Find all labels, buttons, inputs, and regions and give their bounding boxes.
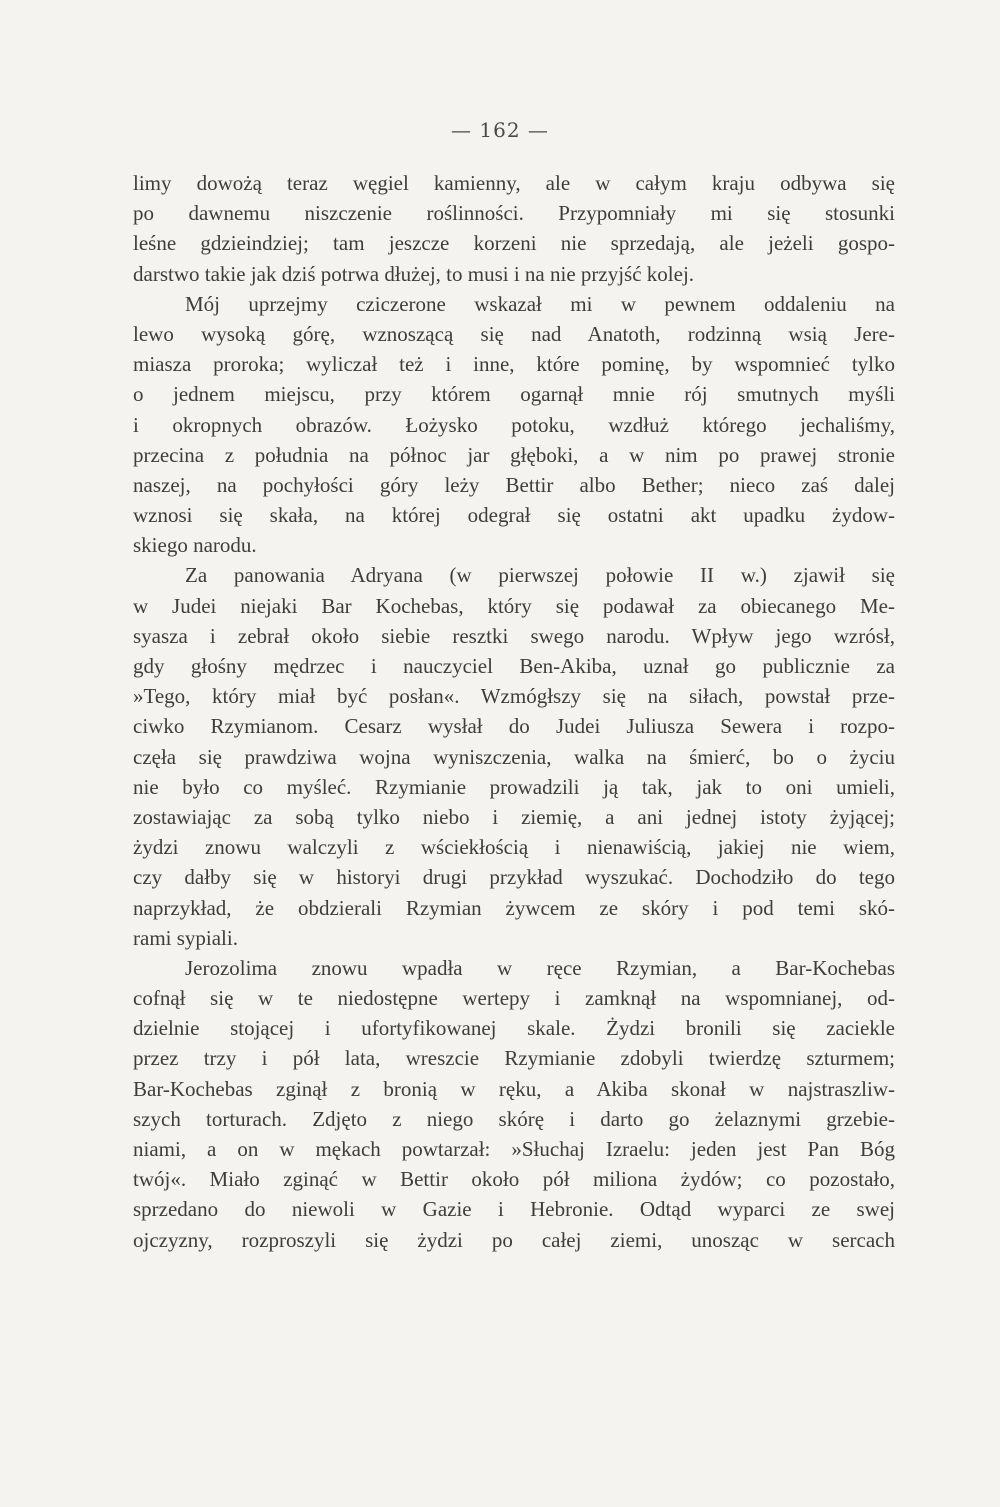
text-line: nie było co myśleć. Rzymianie prowadzili ją tak, jak to oni umieli, [133,774,895,799]
text-line: limy dowożą teraz węgiel kamienny, ale w całym kraju odbywa się [133,171,895,195]
text-line: ojczyzny, rozproszyli się żydzi po całej ziemi, unosząc w sercach [133,1227,895,1252]
text-line: w Judei niejaki Bar Kochebas, który się podawał za obiecanego Me- [133,593,895,618]
text-line: Za panowania Adryana (w pierwszej połowie II w.) zjawił się [185,563,895,588]
text-line: gdy głośny mędrzec i nauczyciel Ben-Akiba, uznał go publicznie za [133,654,895,678]
text-line: miasza proroka; wyliczał też i inne, które pominę, by wspomnieć tylko [133,352,895,377]
text-line: Jerozolima znowu wpadła w ręce Rzymian, a Bar-Kochebas [185,955,895,980]
text-line: rami sypiali. [133,925,238,950]
text-line: częła się prawdziwa wojna wyniszczenia, walka na śmierć, bo o życiu [133,744,895,769]
text-line: sprzedano do niewoli w Gazie i Hebronie. Odtąd wyparci ze swej [133,1197,895,1222]
text-line: zostawiając za sobą tylko niebo i ziemię, a ani jednej istoty żyjącej; [133,804,895,829]
text-line: cofnął się w te niedostępne wertepy i zamknął na wspomnianej, od- [133,986,895,1011]
text-line: naprzykład, że obdzierali Rzymian żywcem ze skóry i pod temi skó- [133,895,895,920]
text-line: o jednem miejscu, przy którem ogarnął mnie rój smutnych myśli [133,382,895,407]
text-line: i okropnych obrazów. Łożysko potoku, wzdłuż którego jechaliśmy, [133,412,895,437]
text-line: twój«. Miało zginąć w Bettir około pół miliona żydów; co pozostało, [133,1167,895,1192]
text-line: lewo wysoką górę, wznoszącą się nad Anatoth, rodzinną wsią Jere- [133,321,895,346]
text-line: przecina z południa na północ jar głęboki, a w nim po prawej stronie [133,442,895,467]
text-line: żydzi znowu walczyli z wściekłością i nienawiścią, jakiej nie wiem, [133,835,895,860]
text-line: czy dałby się w historyi drugi przykład wyszukać. Dochodziło do tego [133,865,895,890]
text-line: Bar-Kochebas zginął z bronią w ręku, a Akiba skonał w najstraszliw- [133,1076,895,1101]
page-number-header: — 162 — [451,118,549,142]
text-line: po dawnemu niszczenie roślinności. Przypomniały mi się stosunki [133,201,895,226]
text-line: wznosi się skała, na której odegrał się ostatni akt upadku żydow- [133,503,895,528]
body-text [133,168,895,1255]
text-line: Mój uprzejmy cziczerone wskazał mi w pewnem oddaleniu na [185,291,895,316]
text-line: ciwko Rzymianom. Cesarz wysłał do Judei Juliusza Sewera i rozpo- [133,714,895,739]
text-line: szych torturach. Zdjęto z niego skórę i darto go żelaznymi grzebie- [133,1106,895,1131]
text-line: syasza i zebrał około siebie resztki swego narodu. Wpływ jego wzrósł, [133,623,895,648]
text-line: dzielnie stojącej i ufortyfikowanej skale. Żydzi bronili się zaciekle [133,1016,895,1041]
text-line: leśne gdzieindziej; tam jeszcze korzeni nie sprzedają, ale jeżeli gospo- [133,231,895,256]
text-line: »Tego, który miał być posłan«. Wzmógłszy się na siłach, powstał prze- [133,684,895,709]
text-line: skiego narodu. [133,533,257,558]
text-line: naszej, na pochyłości góry leży Bettir albo Bether; nieco zaś dalej [133,472,895,497]
text-line: niami, a on w mękach powtarzał: »Słuchaj Izraelu: jeden jest Pan Bóg [133,1137,895,1161]
text-line: darstwo takie jak dziś potrwa dłużej, to musi i na nie przyjść kolej. [133,261,695,286]
text-line: przez trzy i pół lata, wreszcie Rzymianie zdobyli twierdzę szturmem; [133,1046,895,1071]
